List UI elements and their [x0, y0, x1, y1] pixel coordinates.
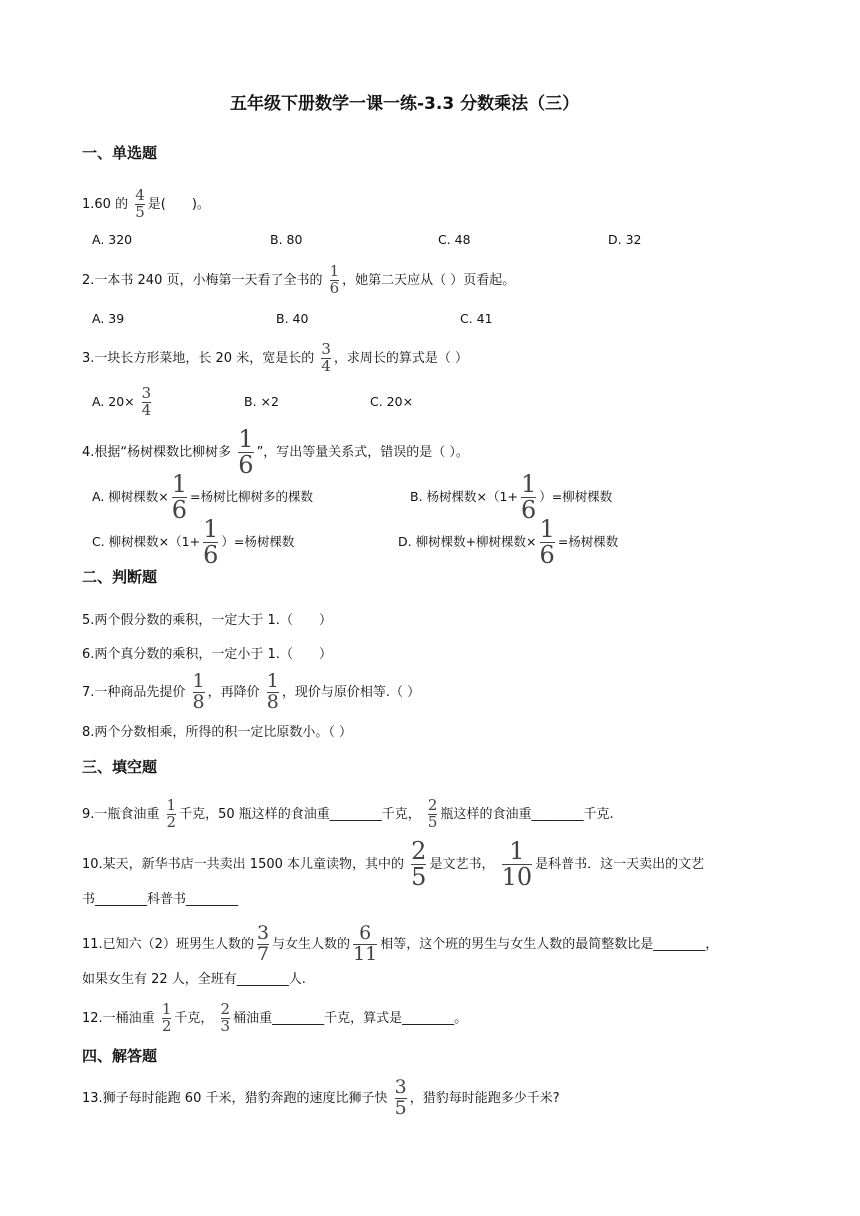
question-text: ，猎豹每时能跑多少千米?	[409, 1090, 560, 1106]
question-text: 千克，50 瓶这样的食油重________千克，	[179, 806, 421, 822]
option-text: A. 20×	[92, 393, 135, 409]
section-heading-true-false: 二、判断题	[82, 568, 158, 586]
option-b[interactable]: B. 80	[270, 232, 303, 247]
question-1	[82, 188, 210, 221]
question-text: ，求周长的算式是（ ）	[333, 350, 469, 366]
fraction	[162, 1002, 172, 1035]
section-heading-single-choice: 一、单选题	[82, 144, 158, 162]
question-text: 是( )。	[147, 196, 210, 212]
fraction	[321, 342, 331, 375]
denominator: 11	[353, 942, 378, 965]
option-d[interactable]: D. 32	[608, 232, 642, 247]
fraction	[428, 798, 438, 831]
question-text: 3.一块长方形菜地，长 20 米，宽是长的	[82, 350, 315, 366]
option-text: =杨树比柳树多的棵数	[190, 489, 314, 505]
option-d[interactable]	[398, 517, 618, 568]
question-text: 13.狮子每时能跑 60 千米，猎豹奔跑的速度比狮子快	[82, 1090, 388, 1106]
denominator: 5	[411, 863, 427, 892]
fraction	[502, 839, 533, 890]
fraction	[353, 924, 377, 965]
denominator: 2	[161, 1016, 172, 1035]
denominator: 5	[394, 1096, 407, 1119]
fraction	[142, 386, 152, 419]
question-10-line-2: 书________科普书________	[82, 892, 239, 907]
option-b[interactable]: B. 40	[276, 311, 309, 326]
denominator: 7	[256, 942, 270, 965]
denominator: 6	[238, 451, 254, 480]
numerator: 1	[203, 515, 219, 543]
question-text: ”，写出等量关系式，错误的是（ ）。	[256, 445, 469, 461]
numerator: 2	[427, 796, 438, 814]
question-text: 瓶这样的食油重________千克.	[440, 806, 614, 822]
question-text: 4.根据“杨树棵数比柳树多	[82, 445, 232, 461]
numerator: 6	[359, 922, 372, 944]
question-text: ，她第二天应从（ ）页看起。	[342, 272, 516, 288]
denominator: 8	[192, 690, 205, 713]
fraction	[221, 1002, 231, 1035]
numerator: 3	[141, 384, 152, 402]
question-7	[82, 672, 420, 713]
question-text: 2.一本书 240 页，小梅第一天看了全书的	[82, 272, 323, 288]
numerator: 1	[329, 262, 340, 280]
option-c[interactable]: C. 48	[438, 232, 471, 247]
question-6: 6.两个真分数的乘积，一定小于 1.（ ）	[82, 647, 332, 662]
question-3	[82, 342, 468, 375]
option-text: A. 柳树棵数×	[92, 489, 169, 505]
numerator: 2	[220, 1000, 231, 1018]
denominator: 4	[321, 356, 331, 375]
denominator: 6	[329, 278, 340, 297]
section-heading-solve: 四、解答题	[82, 1047, 158, 1065]
numerator: 3	[256, 922, 270, 944]
question-5: 5.两个假分数的乘积，一定大于 1.（ ）	[82, 613, 332, 628]
question-9	[82, 798, 614, 831]
question-text: 与女生人数的	[272, 936, 351, 952]
denominator: 10	[501, 863, 533, 892]
question-13	[82, 1078, 560, 1119]
question-text: 是科普书．这一天卖出的文艺	[535, 857, 705, 873]
option-text: C. 柳树棵数×（1+	[92, 534, 201, 550]
numerator: 1	[520, 470, 537, 498]
page-title: 五年级下册数学一课一练-3.3 分数乘法（三）	[230, 94, 580, 114]
fraction	[257, 924, 269, 965]
fraction	[267, 672, 279, 713]
section-heading-fill-blank: 三、填空题	[82, 758, 158, 776]
option-text: B. 杨树棵数×（1+	[410, 489, 518, 505]
numerator: 3	[394, 1076, 407, 1098]
numerator: 1	[171, 470, 188, 498]
fraction	[411, 839, 426, 890]
denominator: 6	[171, 496, 188, 525]
question-text: 11.已知六（2）班男生人数的	[82, 936, 254, 952]
option-c[interactable]	[92, 517, 294, 568]
numerator: 4	[135, 186, 145, 204]
numerator: 1	[166, 796, 177, 814]
question-text: 1.60 的	[82, 196, 129, 212]
denominator: 3	[220, 1016, 231, 1035]
numerator: 1	[539, 515, 555, 543]
option-b[interactable]	[410, 472, 612, 523]
numerator: 1	[509, 837, 525, 865]
denominator: 8	[266, 690, 279, 713]
denominator: 6	[539, 541, 555, 570]
question-4	[82, 427, 469, 478]
option-a[interactable]	[92, 386, 154, 419]
denominator: 6	[203, 541, 219, 570]
question-text: 10.某天，新华书店一共卖出 1500 本儿童读物，其中的	[82, 857, 405, 873]
question-text: 9.一瓶食油重	[82, 806, 160, 822]
question-12	[82, 1002, 467, 1035]
option-text: =杨树棵数	[557, 534, 619, 550]
question-10	[82, 839, 704, 890]
numerator: 1	[266, 670, 279, 692]
fraction	[330, 264, 340, 297]
denominator: 5	[427, 812, 438, 831]
fraction	[172, 472, 187, 523]
question-text: ，再降价	[207, 684, 260, 700]
fraction	[193, 672, 205, 713]
option-a[interactable]: A. 320	[92, 232, 133, 247]
question-text: 12.一桶油重	[82, 1010, 155, 1026]
numerator: 2	[411, 837, 427, 865]
denominator: 4	[141, 400, 152, 419]
fraction	[167, 798, 177, 831]
numerator: 1	[192, 670, 205, 692]
option-c[interactable]: C. 20×	[370, 394, 414, 409]
option-text: ）=柳树棵数	[539, 489, 613, 505]
question-text: ，现价与原价相等.（ ）	[281, 684, 421, 700]
option-a[interactable]: A. 39	[92, 311, 125, 326]
question-2	[82, 264, 515, 297]
denominator: 6	[520, 496, 537, 525]
question-text: 是文艺书，	[429, 857, 495, 873]
fraction	[135, 188, 145, 221]
numerator: 1	[238, 425, 254, 453]
question-text: 千克，	[174, 1010, 214, 1026]
option-c[interactable]: C. 41	[460, 311, 493, 326]
option-text: D. 柳树棵数+柳树棵数×	[398, 534, 537, 550]
question-11-line-2: 如果女生有 22 人，全班有________人.	[82, 972, 306, 987]
question-text: 7.一种商品先提价	[82, 684, 186, 700]
fraction	[395, 1078, 407, 1119]
question-8: 8.两个分数相乘，所得的积一定比原数小。（ ）	[82, 725, 353, 740]
denominator: 5	[135, 202, 145, 221]
fraction	[238, 427, 253, 478]
question-text: 桶油重________千克，算式是________。	[233, 1010, 468, 1026]
question-11	[82, 924, 718, 965]
fraction	[521, 472, 536, 523]
option-text: ）=杨树棵数	[221, 534, 295, 550]
fraction	[540, 517, 555, 568]
numerator: 1	[161, 1000, 172, 1018]
denominator: 2	[166, 812, 177, 831]
fraction	[203, 517, 218, 568]
question-text: 相等，这个班的男生与女生人数的最简整数比是________，	[380, 936, 719, 952]
option-b[interactable]: B. ×2	[244, 394, 279, 409]
numerator: 3	[321, 340, 331, 358]
